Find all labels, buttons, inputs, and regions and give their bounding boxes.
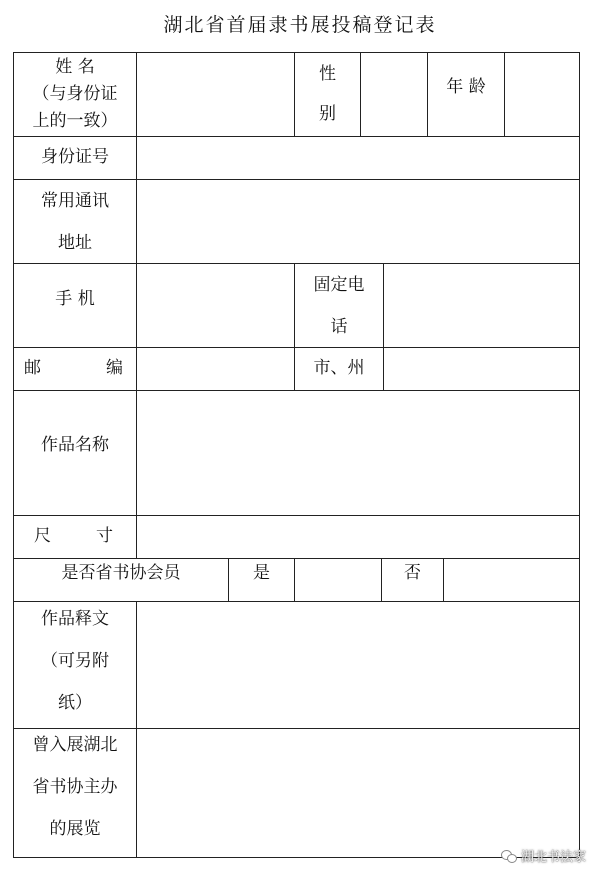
- city-field[interactable]: [384, 348, 579, 390]
- watermark-text: 湖北书法家: [520, 850, 586, 865]
- exhibited-field[interactable]: [137, 729, 579, 857]
- gender-field[interactable]: [361, 53, 427, 136]
- work-text-label: 作品释文 （可另附 纸）: [41, 609, 109, 713]
- postcode-label-right: 编: [106, 358, 123, 378]
- watermark: [501, 846, 586, 865]
- address-field[interactable]: [137, 180, 579, 263]
- id-field[interactable]: [137, 137, 579, 179]
- name-label: 姓 名 （与身份证 上的一致）: [32, 57, 118, 131]
- phone-field[interactable]: [384, 264, 579, 347]
- member-yes-field[interactable]: [295, 559, 381, 601]
- member-no-label: 否: [404, 563, 421, 583]
- work-title-label: 作品名称: [41, 435, 109, 455]
- size-label-right: 寸: [96, 526, 113, 546]
- work-title-field[interactable]: [137, 391, 579, 515]
- member-label: 是否省书协会员: [61, 563, 181, 583]
- postcode-label-left: 邮: [24, 358, 41, 378]
- age-field[interactable]: [505, 53, 579, 136]
- work-text-field[interactable]: [137, 602, 579, 728]
- age-label: 年 龄: [446, 77, 486, 97]
- wechat-icon: [501, 849, 517, 863]
- member-no-field[interactable]: [444, 559, 579, 601]
- size-label-left: 尺: [34, 526, 51, 546]
- gender-label: 性 别: [319, 64, 336, 124]
- name-field[interactable]: [137, 53, 294, 136]
- phone-label: 固定电 话: [313, 275, 365, 337]
- exhibited-label: 曾入展湖北 省书协主办 的展览: [32, 735, 118, 839]
- member-yes-label: 是: [253, 563, 270, 583]
- postcode-field[interactable]: [137, 348, 294, 390]
- city-label: 市、州: [313, 358, 365, 378]
- mobile-field[interactable]: [137, 264, 294, 347]
- address-label: 常用通讯 地址: [41, 191, 109, 253]
- mobile-label: 手 机: [55, 289, 95, 309]
- id-label: 身份证号: [41, 147, 109, 167]
- size-field[interactable]: [137, 516, 579, 558]
- form-title: 湖北省首届隶书展投稿登记表: [163, 14, 437, 36]
